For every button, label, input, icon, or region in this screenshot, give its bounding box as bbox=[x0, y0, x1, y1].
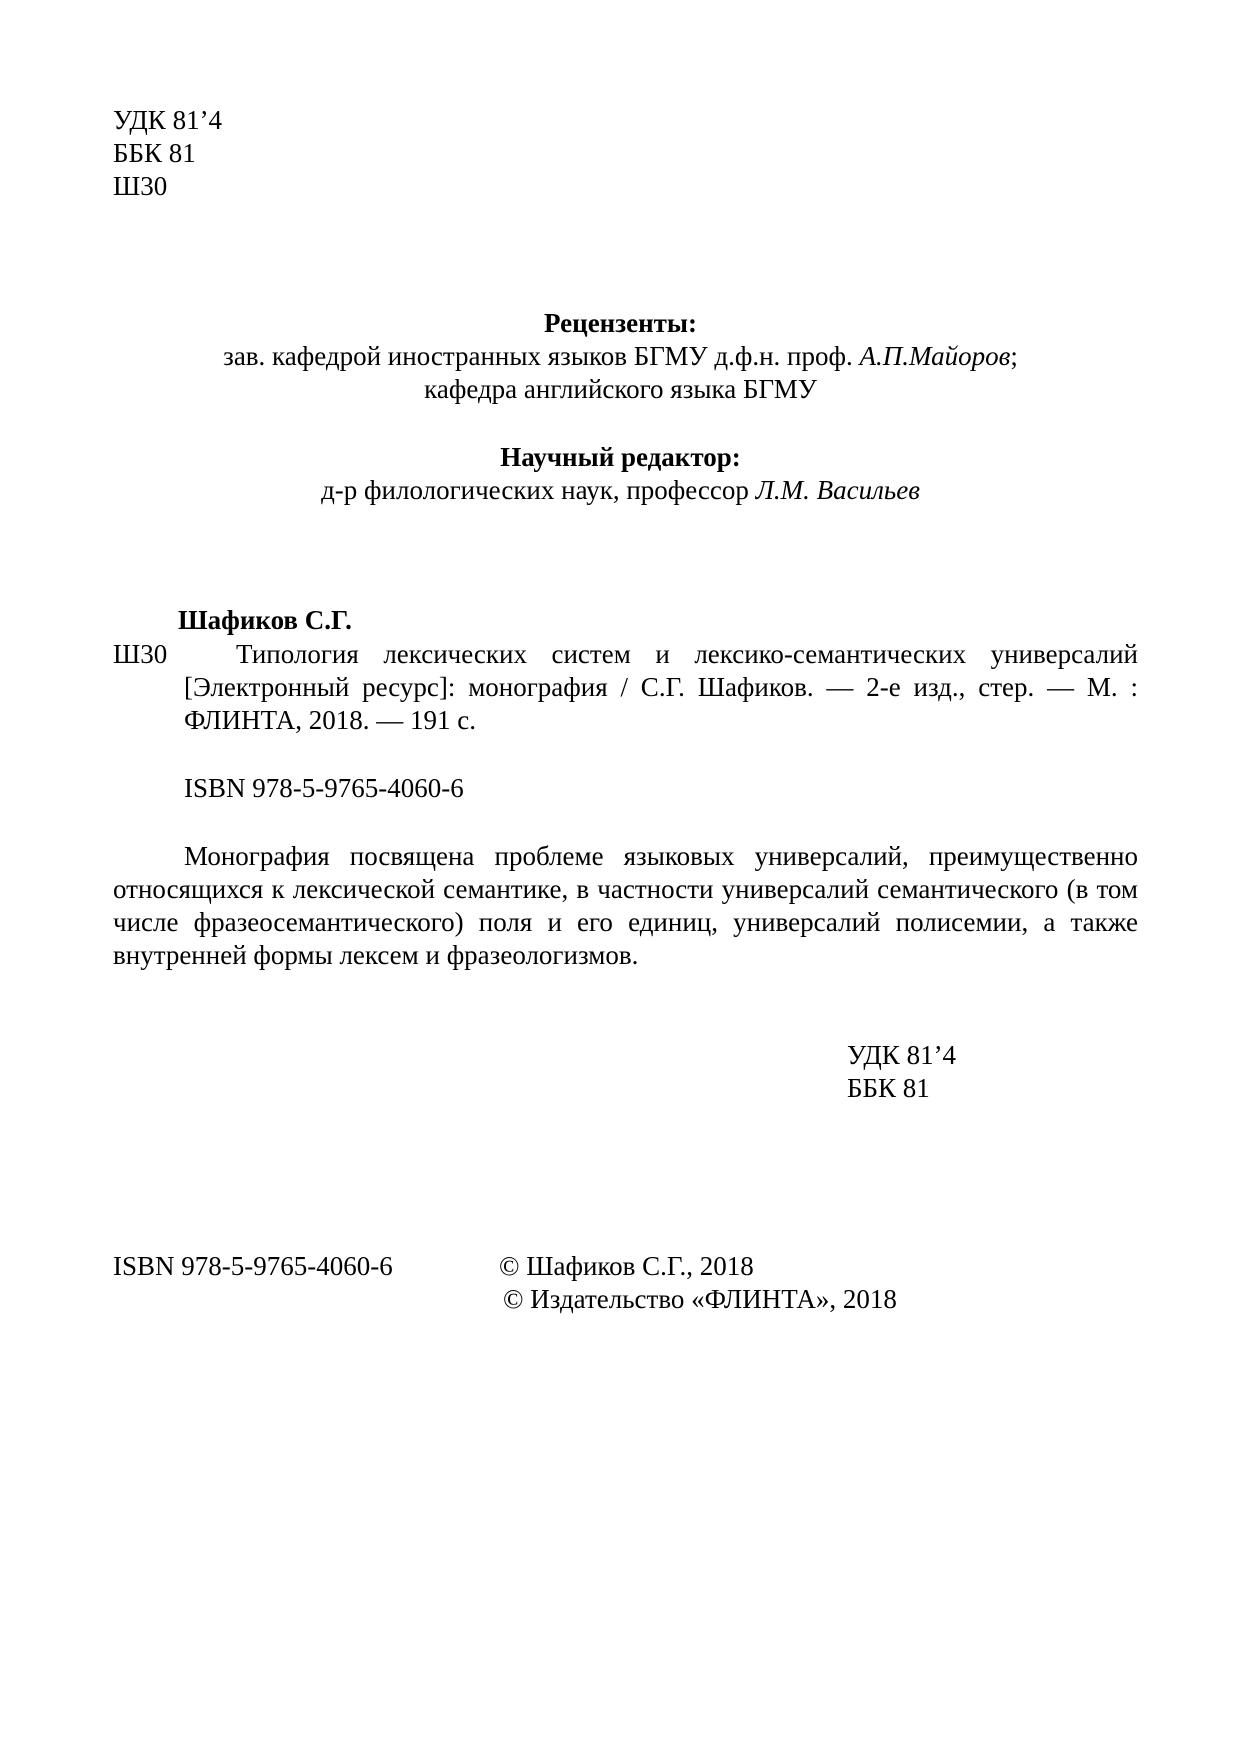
reviewer-1-suffix: ; bbox=[1010, 341, 1018, 371]
reviewer-2: кафедра английского языка БГМУ bbox=[424, 374, 817, 404]
catalog-code: Ш30 bbox=[113, 639, 168, 669]
udk-code: УДК 81’4 bbox=[113, 105, 223, 135]
isbn-line: ISBN 978-5-9765-4060-6 bbox=[184, 773, 464, 803]
reviewer-1 bbox=[0, 340, 1241, 373]
copyright-author: © Шафиков С.Г., 2018 bbox=[499, 1251, 754, 1281]
classification-codes-bottom bbox=[847, 1039, 956, 1105]
scientific-editor bbox=[0, 474, 1241, 507]
catalog-author: Шафиков С.Г. bbox=[178, 605, 352, 635]
abstract: Монография посвящена проблеме языковых универсалий, преимущественно относящихся к лексической семантике, в частности универсалий семантического (в том числе фразеосемантического) поля и его единиц, универсалий полисемии, а также внутренней формы лексем и фразеологизмов. bbox=[113, 841, 1138, 970]
bbk-code: ББК 81 bbox=[113, 138, 196, 168]
reviewer-1-name: А.П.Майоров bbox=[859, 341, 1011, 371]
editor-title: д-р филологических наук, профессор bbox=[321, 475, 756, 505]
reviewer-1-affiliation: зав. кафедрой иностранных языков БГМУ д.ф.н. проф. bbox=[223, 341, 860, 371]
author-sign: Ш30 bbox=[113, 171, 168, 201]
footer-isbn: ISBN 978-5-9765-4060-6 bbox=[113, 1251, 393, 1281]
udk-code-bottom: УДК 81’4 bbox=[847, 1040, 957, 1070]
reviewers-heading: Рецензенты: bbox=[544, 308, 697, 338]
editor-heading: Научный редактор: bbox=[500, 442, 741, 472]
bibliographic-description: Типология лексических систем и лексико-семантических универсалий [Электронный ресурс]: монография / С.Г. Шафиков. — 2-е изд., стер. — М. : ФЛИНТА, 2018. — 191 с. bbox=[184, 639, 1138, 735]
bbk-code-bottom: ББК 81 bbox=[847, 1073, 930, 1103]
editor-name: Л.М. Васильев bbox=[755, 475, 920, 505]
classification-codes-top bbox=[113, 104, 222, 203]
copyright-publisher: © Издательство «ФЛИНТА», 2018 bbox=[503, 1284, 897, 1314]
